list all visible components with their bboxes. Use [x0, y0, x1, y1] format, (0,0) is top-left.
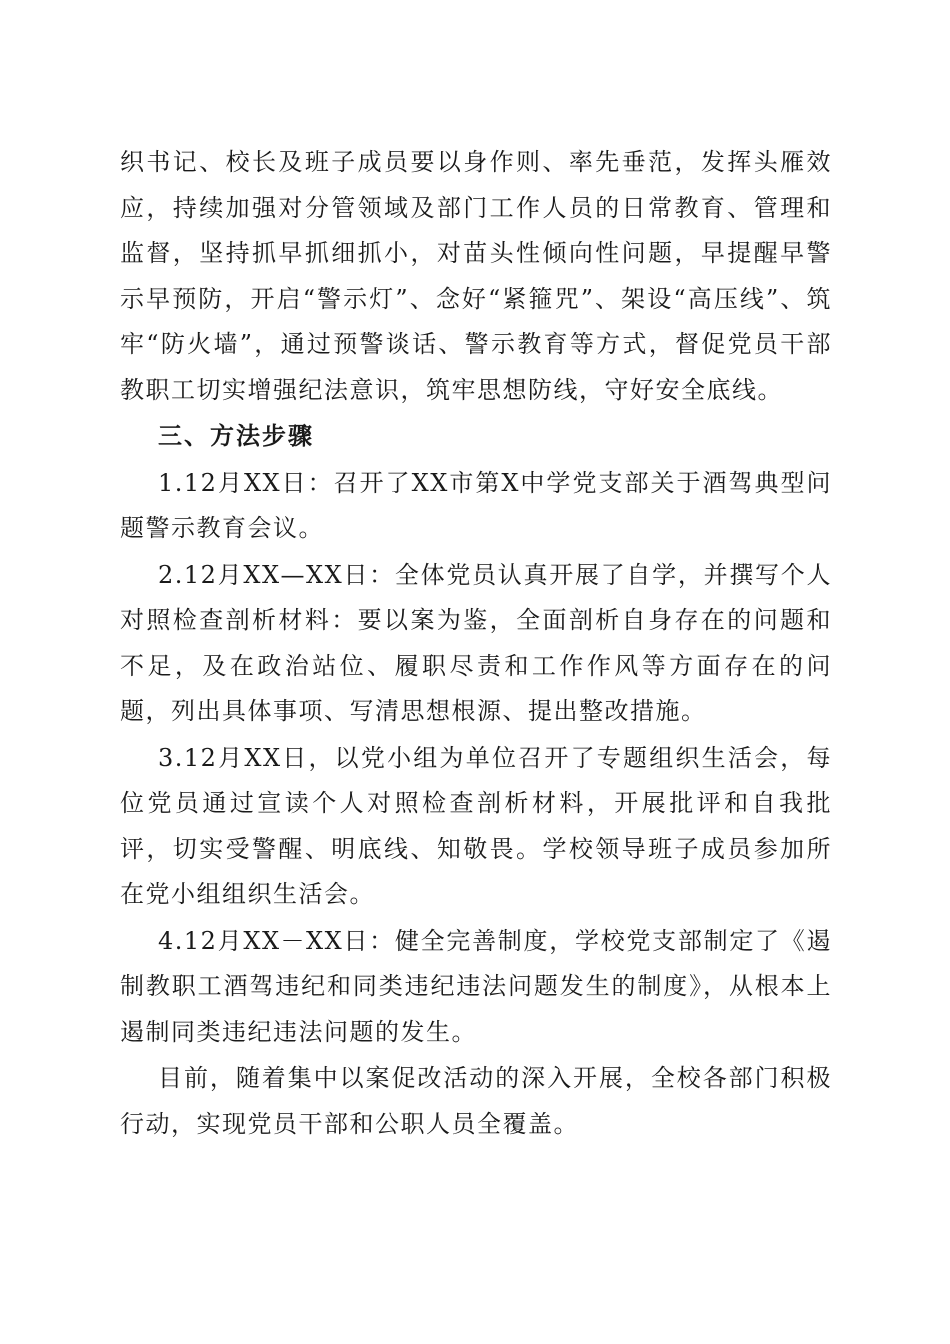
- section-heading: 三、方法步骤: [158, 422, 314, 450]
- paragraph-continued: 织书记、校长及班子成员要以身作则、率先垂范，发挥头雁效应，持续加强对分管领域及部门工作人员的日常教育、管理和监督，坚持抓早抓细抓小，对苗头性倾向性问题，早提醒早警示早预防，开启“警示灯”、念好“紧箍咒”、架设“高压线”、筑牢“防火墙”，通过预警谈话、警示教育等方式，督促党员干部教职工切实增强纪法意识，筑牢思想防线，守好安全底线。: [120, 148, 832, 404]
- document-body: [120, 140, 832, 1148]
- step-1-paragraph: 1.12月XX日：召开了XX市第X中学党支部关于酒驾典型问题警示教育会议。: [120, 468, 832, 542]
- summary-paragraph: 目前，随着集中以案促改活动的深入开展，全校各部门积极行动，实现党员干部和公职人员全覆盖。: [120, 1064, 832, 1138]
- step-3-paragraph: 3.12月XX日，以党小组为单位召开了专题组织生活会，每位党员通过宣读个人对照检查剖析材料，开展批评和自我批评，切实受警醒、明底线、知敬畏。学校领导班子成员参加所在党小组组织生活会。: [120, 743, 832, 908]
- step-2-paragraph: 2.12月XX—XX日：全体党员认真开展了自学，并撰写个人对照检查剖析材料：要以案为鉴，全面剖析自身存在的问题和不足，及在政治站位、履职尽责和工作作风等方面存在的问题，列出具体事项、写清思想根源、提出整改措施。: [120, 560, 832, 725]
- step-4-paragraph: 4.12月XX－XX日：健全完善制度，学校党支部制定了《遏制教职工酒驾违纪和同类违纪违法问题发生的制度》，从根本上遏制同类违纪违法问题的发生。: [120, 926, 832, 1046]
